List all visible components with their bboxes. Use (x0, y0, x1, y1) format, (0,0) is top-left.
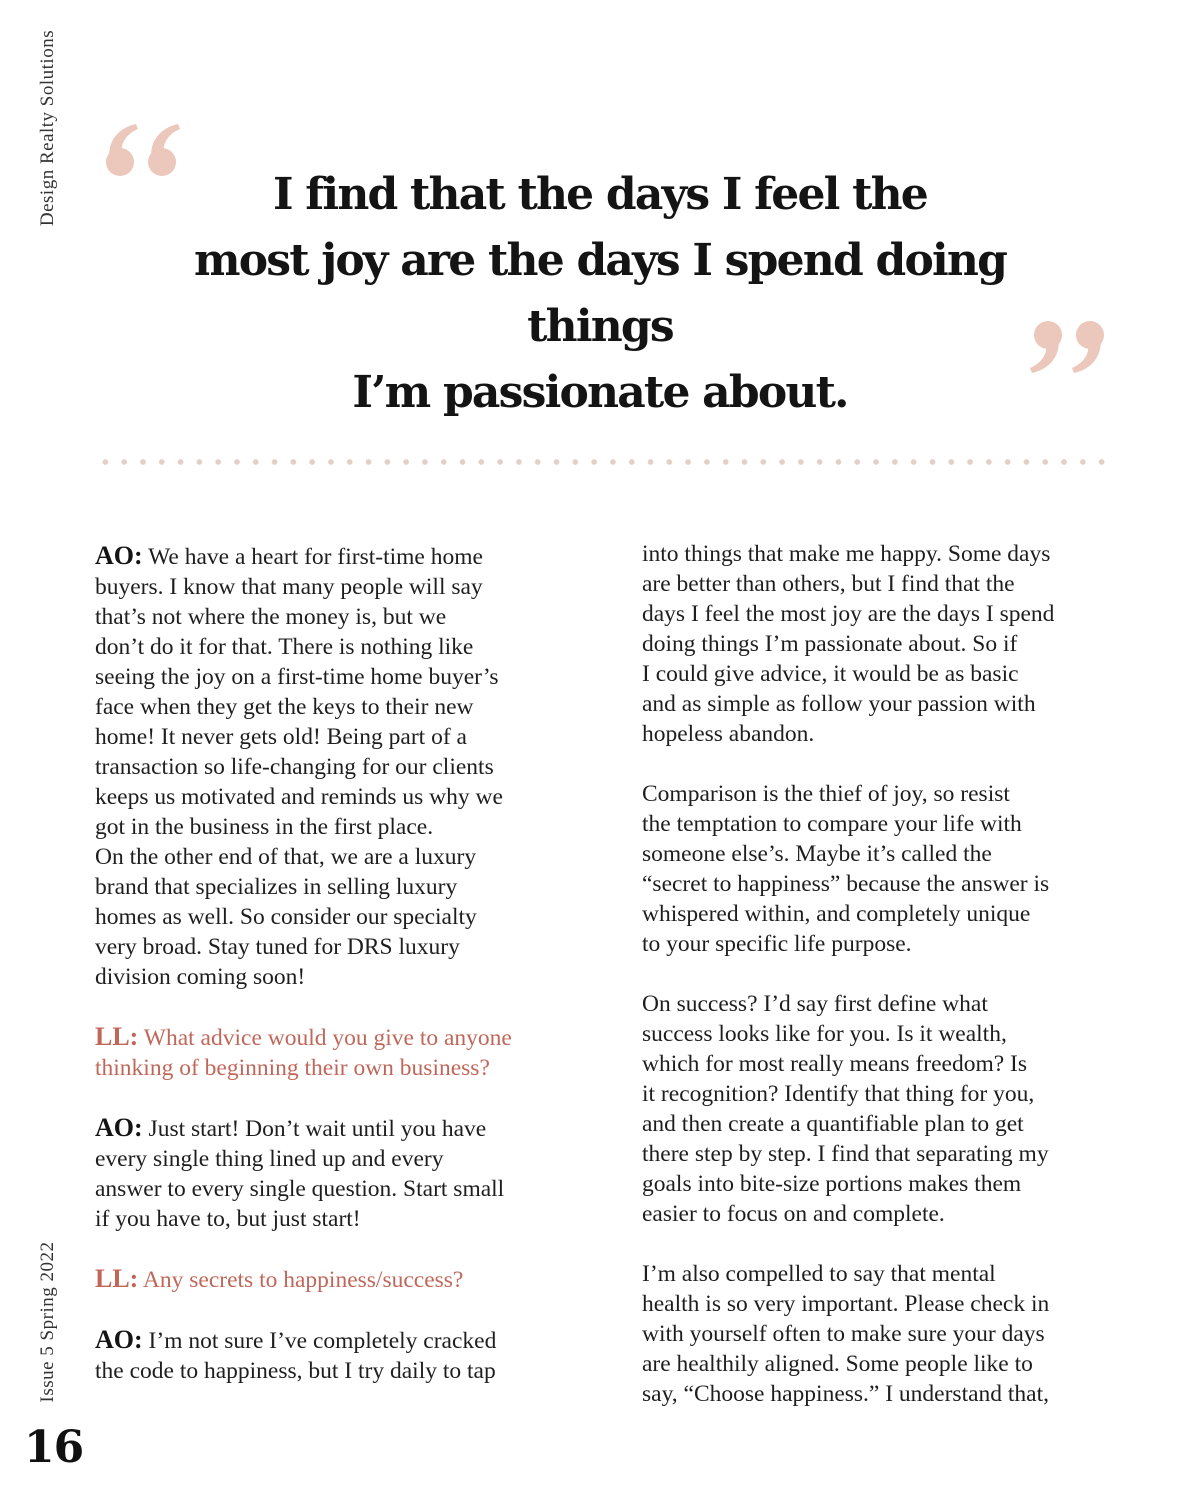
text-line: doing things I’m passionate about. So if (642, 631, 1018, 657)
text-line: the code to happiness, but I try daily to tap (95, 1358, 496, 1384)
text-line: the temptation to compare your life with (642, 811, 1022, 837)
answer-paragraph (95, 1113, 565, 1234)
text-line: home! It never gets old! Being part of a (95, 724, 467, 750)
text-line (95, 1325, 565, 1356)
text-line: success looks like for you. Is it wealth, (642, 1021, 1007, 1047)
text-line: homes as well. So consider our specialty (95, 904, 477, 930)
text-line: it recognition? Identify that thing for you, (642, 1081, 1035, 1107)
text-line: that’s not where the money is, but we (95, 604, 447, 630)
left-column (95, 541, 565, 1386)
text-line: transaction so life-changing for our clients (95, 754, 494, 780)
text-line: seeing the joy on a first-time home buyer’s (95, 664, 499, 690)
text-line: don’t do it for that. There is nothing like (95, 634, 474, 660)
question-paragraph (95, 1264, 565, 1295)
text-line: On success? I’d say first define what (642, 991, 988, 1017)
text-line (95, 1022, 565, 1053)
text-run: Just start! Don’t wait until you have (142, 1116, 487, 1142)
text-line: division coming soon! (95, 964, 306, 990)
text-line: face when they get the keys to their new (95, 694, 474, 720)
text-run: We have a heart for first-time home (142, 544, 483, 570)
text-line: hopeless abandon. (642, 721, 815, 747)
text-line (95, 1113, 565, 1144)
text-line: every single thing lined up and every (95, 1146, 444, 1172)
text-line: which for most really means freedom? Is (642, 1051, 1028, 1077)
text-line: easier to focus on and complete. (642, 1201, 945, 1227)
dotted-divider (96, 456, 1112, 468)
text-line: are healthily aligned. Some people like to (642, 1351, 1033, 1377)
text-run: What advice would you give to anyone (138, 1025, 512, 1051)
text-line: someone else’s. Maybe it’s called the (642, 841, 992, 867)
pull-quote (150, 162, 1050, 426)
answer-paragraph (642, 989, 1117, 1229)
text-line (95, 541, 565, 572)
text-line: goals into bite-size portions makes them (642, 1171, 1022, 1197)
text-line: there step by step. I find that separating my (642, 1141, 1049, 1167)
text-line: whispered within, and completely unique (642, 901, 1031, 927)
issue-label: Issue 5 Spring 2022 (37, 1241, 58, 1403)
text-line: answer to every single question. Start small (95, 1176, 505, 1202)
text-line: keeps us motivated and reminds us why we (95, 784, 503, 810)
text-line: to your specific life purpose. (642, 931, 912, 957)
text-line: are better than others, but I find that the (642, 571, 1015, 597)
text-line: “secret to happiness” because the answer is (642, 871, 1050, 897)
pull-quote-line: I’m passionate about. (352, 367, 848, 418)
text-line: Comparison is the thief of joy, so resist (642, 781, 1010, 807)
speaker-ao: AO: (95, 541, 143, 570)
text-line: and as simple as follow your passion with (642, 691, 1036, 717)
text-line: if you have to, but just start! (95, 1206, 361, 1232)
text-line: into things that make me happy. Some days (642, 541, 1051, 567)
question-paragraph (95, 1022, 565, 1083)
answer-paragraph (642, 779, 1117, 959)
text-run: I’m not sure I’ve completely cracked (142, 1328, 497, 1354)
speaker-ao: AO: (95, 1325, 143, 1354)
answer-paragraph (642, 1259, 1117, 1409)
text-run: Any secrets to happiness/success? (138, 1267, 464, 1293)
text-line: health is so very important. Please check in (642, 1291, 1050, 1317)
text-line: I’m also compelled to say that mental (642, 1261, 996, 1287)
text-line (95, 1264, 565, 1295)
speaker-ao: AO: (95, 1113, 143, 1142)
text-line: say, “Choose happiness.” I understand that, (642, 1381, 1050, 1407)
text-line: and then create a quantifiable plan to get (642, 1111, 1024, 1137)
text-line: buyers. I know that many people will say (95, 574, 483, 600)
speaker-ll: LL: (95, 1022, 139, 1051)
text-line: I could give advice, it would be as basic (642, 661, 1019, 687)
speaker-ll: LL: (95, 1264, 139, 1293)
text-line: thinking of beginning their own business? (95, 1055, 490, 1081)
text-line: very broad. Stay tuned for DRS luxury (95, 934, 460, 960)
right-column (642, 539, 1117, 1409)
text-line: got in the business in the first place. (95, 814, 434, 840)
text-line: brand that specializes in selling luxury (95, 874, 458, 900)
text-line: On the other end of that, we are a luxury (95, 844, 477, 870)
answer-paragraph (642, 539, 1117, 749)
text-line: days I feel the most joy are the days I spend (642, 601, 1055, 627)
answer-paragraph (95, 1325, 565, 1386)
text-line: with yourself often to make sure your days (642, 1321, 1045, 1347)
pull-quote-line: most joy are the days I spend doing things (193, 235, 1007, 352)
pull-quote-line: I find that the days I feel the (272, 169, 927, 220)
answer-paragraph (95, 541, 565, 992)
page-number: 16 (24, 1422, 84, 1473)
publication-brand: Design Realty Solutions (37, 29, 58, 227)
